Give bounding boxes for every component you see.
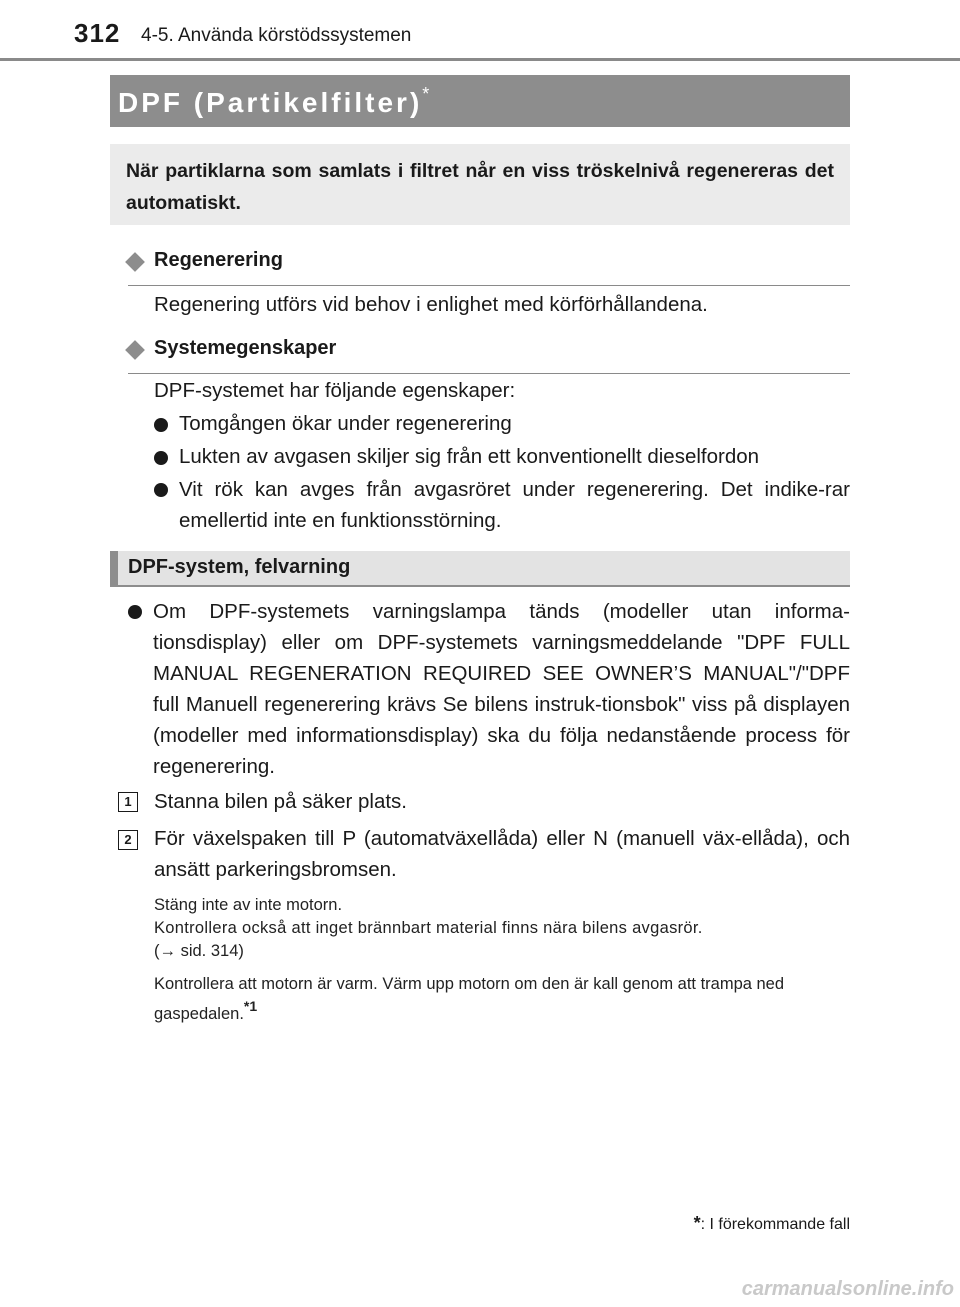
header-divider — [0, 58, 960, 61]
regenerering-heading-label: Regenerering — [154, 249, 283, 271]
section-title-text: DPF (Partikelfilter) — [118, 87, 423, 118]
note-2 — [154, 973, 850, 1025]
systemegenskaper-text: DPF-systemet har följande egenskaper: — [154, 379, 516, 402]
note-line-2: Kontrollera också att inget brännbart material finns nära bilens avgasrör. — [154, 919, 703, 937]
step-1-text: Stanna bilen på säker plats. — [154, 790, 407, 813]
systemegenskaper-heading — [128, 337, 850, 374]
section-accent-bar — [110, 551, 118, 587]
diamond-icon — [125, 340, 145, 360]
bullet-icon — [154, 451, 168, 465]
felvarning-section-header — [110, 551, 850, 587]
chapter-title: 4-5. Använda körstödssystemen — [141, 25, 412, 46]
bullet-text: Tomgången ökar under regenerering — [179, 412, 512, 435]
step-number-2: 2 — [118, 830, 138, 850]
intro-text: När partiklarna som samlats i filtret når en viss tröskelnivå regenereras det automatiskt. — [126, 160, 834, 214]
list-item — [154, 442, 850, 472]
note-line-1: Stäng inte av inte motorn. — [154, 896, 343, 914]
bullet-icon — [128, 605, 142, 619]
regenerering-heading — [128, 249, 850, 286]
title-asterisk: * — [422, 84, 430, 104]
bullet-text: Vit rök kan avges från avgasröret under regenerering. Det indike-rar emellertid inte en funktionsstörning. — [179, 478, 850, 532]
footnote-asterisk: * — [693, 1213, 701, 1233]
bullet-icon — [154, 483, 168, 497]
list-item — [154, 474, 850, 536]
step-2-text: För växelspaken till P (automatväxellåda) eller N (manuell väx-ellåda), och ansätt parkeringsbromsen. — [154, 827, 850, 881]
section-title — [118, 84, 429, 119]
list-item — [128, 596, 850, 782]
page-number: 312 — [74, 18, 121, 48]
regenerering-text: Regenering utförs vid behov i enlighet med körförhållandena. — [154, 293, 708, 316]
note-2-text: Kontrollera att motorn är varm. Värm upp motorn om den är kall genom att trampa ned gaspedalen. — [154, 975, 785, 1023]
bullet-icon — [154, 418, 168, 432]
watermark: carmanualsonline.info — [741, 1278, 954, 1300]
systemegenskaper-heading-label: Systemegenskaper — [154, 337, 337, 359]
felvarning-bullet-text: Om DPF-systemets varningslampa tänds (modeller utan informa-tionsdisplay) eller om DPF-systemets varningsmeddelande "DPF FULL MANUAL REGENERATION REQUIRED SEE OWNER’S MANUAL"/"DPF full Manuell regenerering krävs Se bilens instruk-tionsbok" viss på displayen (modeller med informationsdisplay) ska du följa nedanstående process för regenerering. — [153, 600, 850, 778]
intro-box — [110, 144, 850, 225]
footnote-text: : I förekommande fall — [700, 1216, 850, 1233]
step-number-1: 1 — [118, 792, 138, 812]
felvarning-section-title: DPF-system, felvarning — [128, 556, 351, 578]
bullet-text: Lukten av avgasen skiljer sig från ett konventionellt dieselfordon — [179, 445, 760, 468]
footnote-ref: *1 — [243, 998, 258, 1014]
diamond-icon — [125, 252, 145, 272]
footnote — [694, 1213, 850, 1234]
note-line-3: (→ sid. 314) — [154, 942, 244, 960]
section-title-banner — [110, 75, 850, 127]
list-item — [154, 409, 850, 439]
